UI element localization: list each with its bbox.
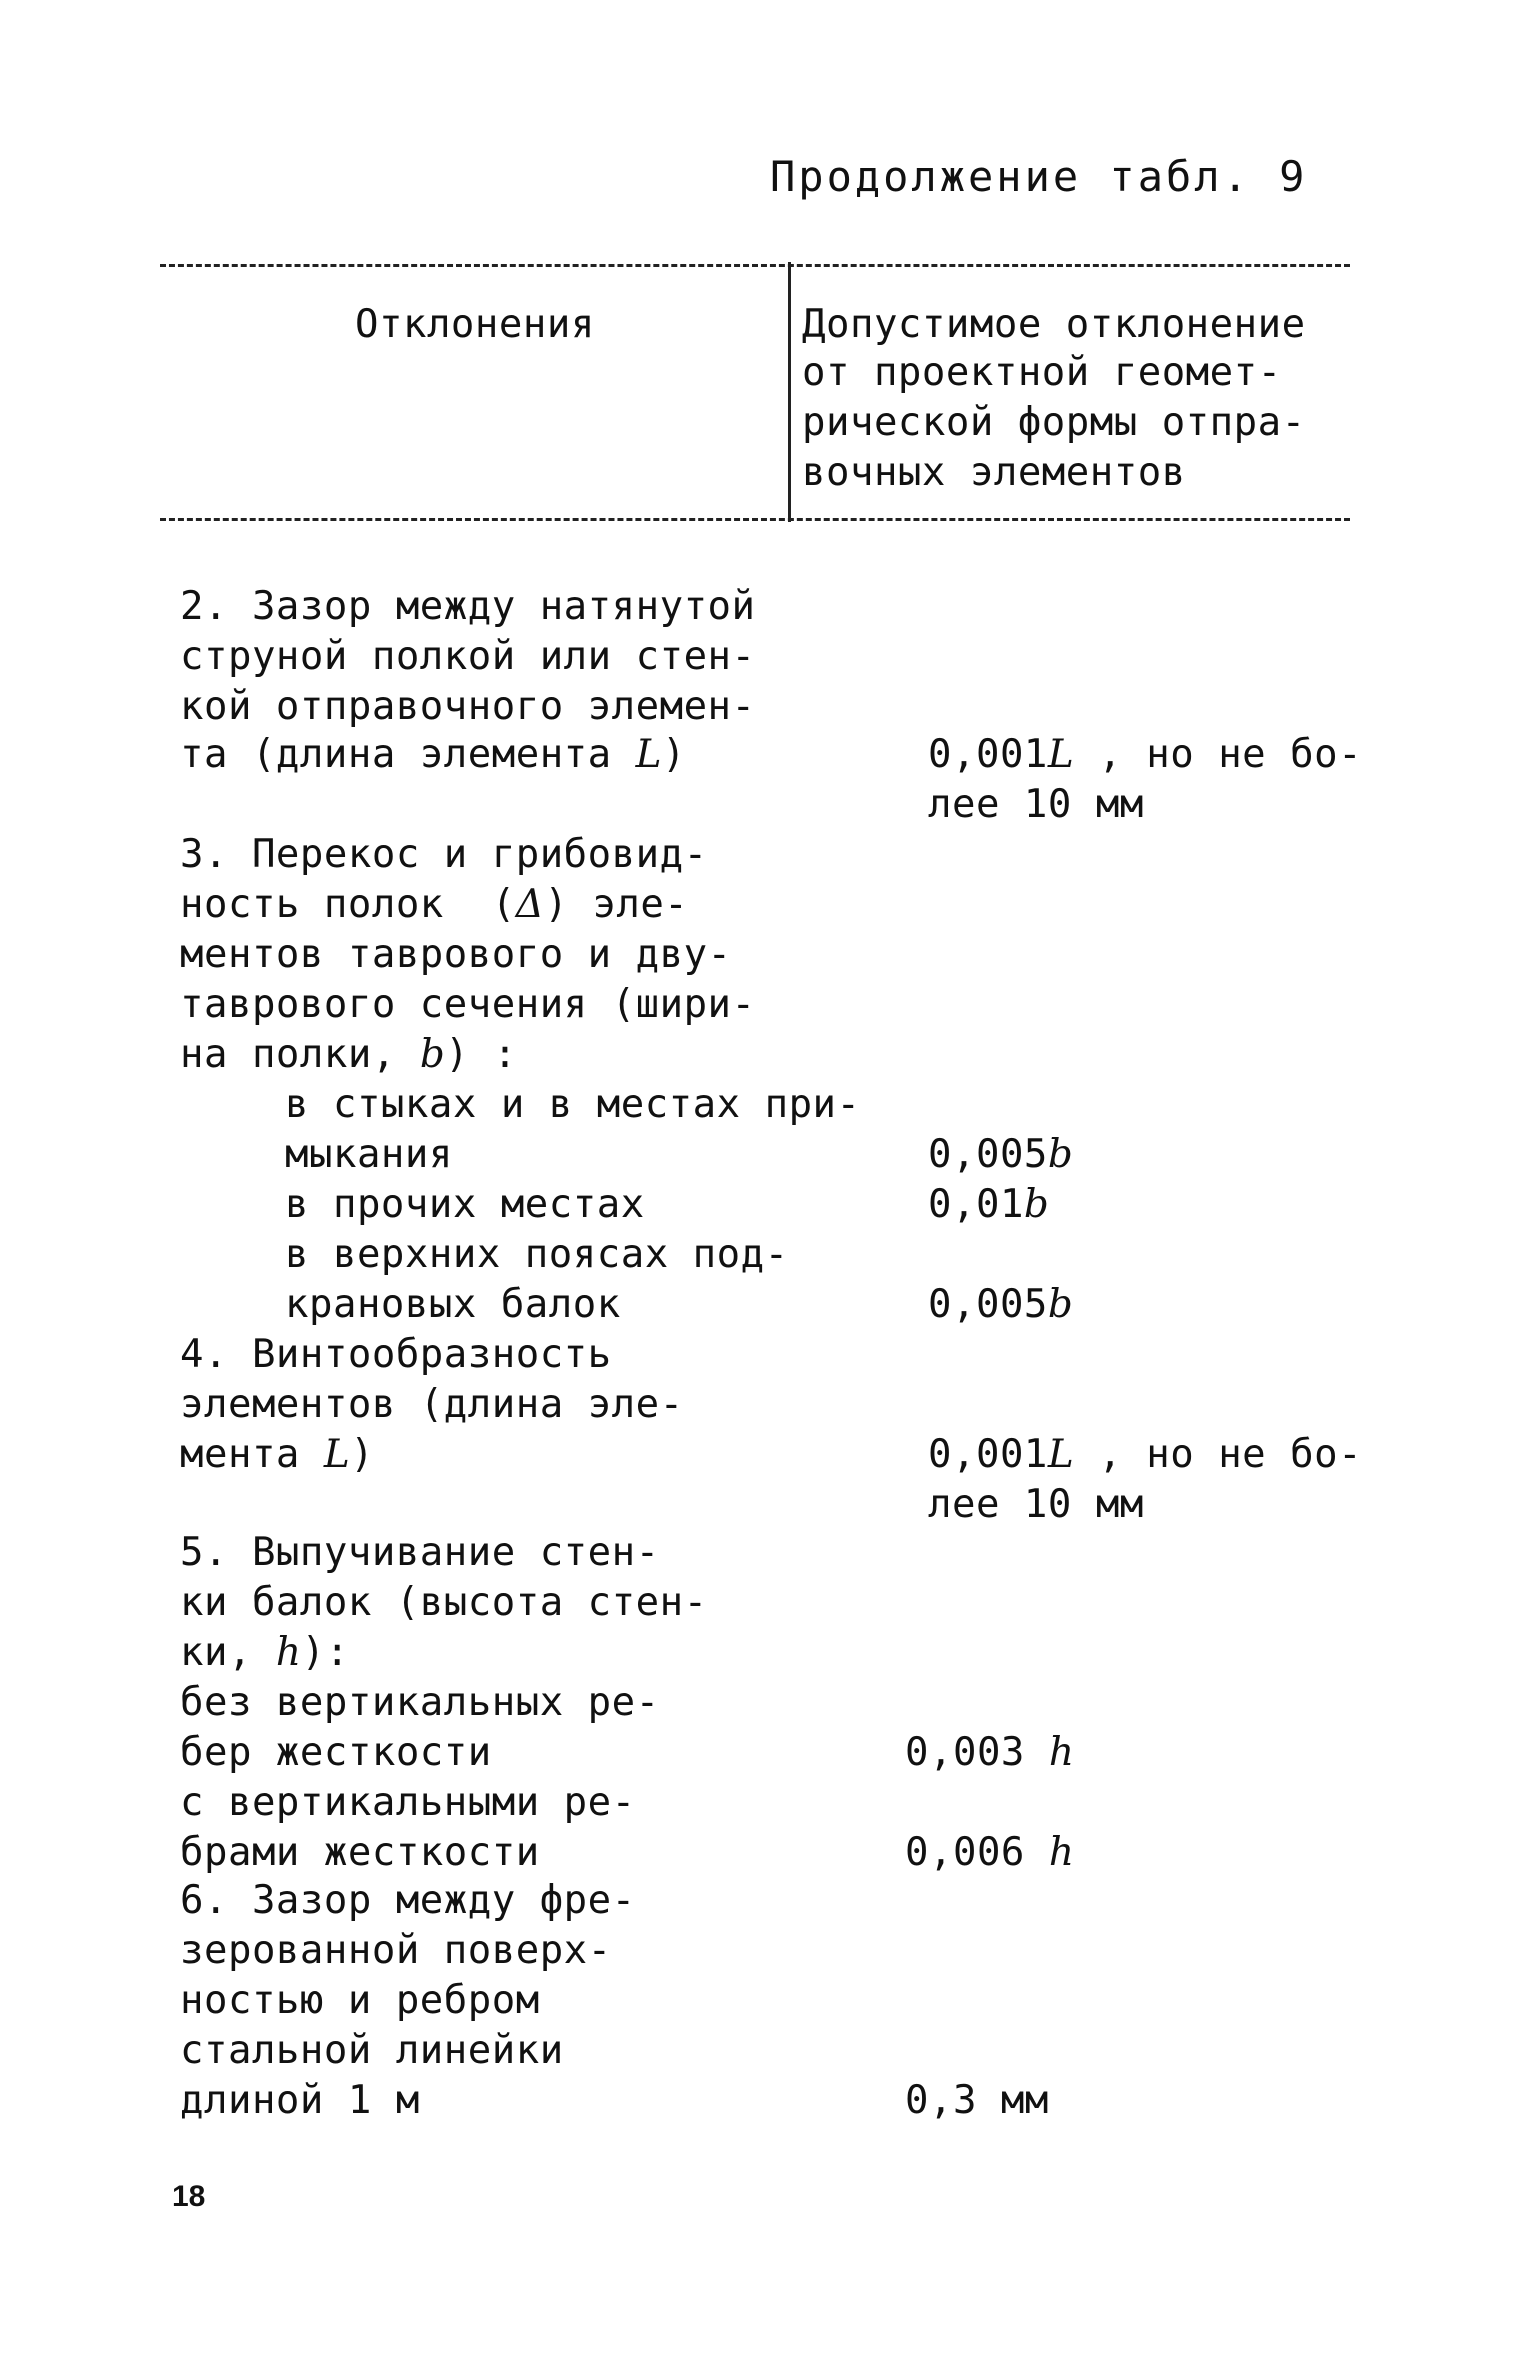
row4-text-line-2: элементов (длина эле- (180, 1382, 684, 1427)
table-caption: Продолжение табл. 9 (770, 152, 1308, 201)
row2-text-line-1: 2. Зазор между натянутой (180, 584, 756, 629)
row3-sub3-line-2: крановых балок (285, 1282, 621, 1327)
page-number: 18 (172, 2180, 206, 2213)
row6-text-line-2: зерованной поверх- (180, 1928, 612, 1973)
row3-sub1-line-2: мыкания (285, 1132, 453, 1177)
row5-var-h: h (275, 1630, 302, 1675)
header-allowed-line-4: вочных элементов (802, 450, 1186, 495)
header-column-divider (788, 262, 791, 522)
row5-sub1-value: 0,003 h (905, 1730, 1075, 1775)
row2-value: 0,001L , но не бо- (928, 732, 1363, 777)
row4-value-line-2: лее 10 мм (928, 1482, 1144, 1527)
row3-sub1-value: 0,005b (928, 1132, 1074, 1177)
row6-value: 0,3 мм (905, 2078, 1049, 2123)
row2-text-line-2: струной полкой или стен- (180, 634, 756, 679)
header-top-rule (160, 264, 1350, 267)
header-bottom-rule (160, 518, 1350, 521)
row3-sub2-value: 0,01b (928, 1182, 1050, 1227)
row6-text-line-5: длиной 1 м (180, 2078, 420, 2123)
row3-text-line-4: таврового сечения (шири- (180, 982, 756, 1027)
row3-text-line-3: ментов таврового и дву- (180, 932, 732, 977)
row5-sub2-value: 0,006 h (905, 1830, 1075, 1875)
row5-sub1-line-2: бер жесткости (180, 1730, 492, 1775)
row3-sub1-line-1: в стыках и в местах при- (285, 1082, 861, 1127)
row2-var-L: L (635, 732, 663, 777)
header-allowed-line-2: от проектной геомет- (802, 350, 1282, 395)
row4-text-line-1: 4. Винтообразность (180, 1332, 612, 1377)
row3-var-b: b (419, 1032, 446, 1077)
row2-text-line-4: та (длина элемента L) (180, 732, 687, 777)
row5-sub2-line-1: с вертикальными ре- (180, 1780, 636, 1825)
row5-sub1-line-1: без вертикальных ре- (180, 1680, 660, 1725)
row5-text-line-3: ки, h): (180, 1630, 350, 1675)
row3-text-line-2: ность полок (Δ) эле- (180, 882, 689, 927)
row3-text-line-1: 3. Перекос и грибовид- (180, 832, 708, 877)
row2-value-line-2: лее 10 мм (928, 782, 1144, 827)
row3-sub2-line-1: в прочих местах (285, 1182, 645, 1227)
row4-text-line-3: мента L) (180, 1432, 375, 1477)
header-allowed-line-3: рической формы отпра- (802, 400, 1306, 445)
row6-text-line-1: 6. Зазор между фре- (180, 1878, 636, 1923)
row3-sub3-line-1: в верхних поясах под- (285, 1232, 789, 1277)
row5-sub2-line-2: брами жесткости (180, 1830, 540, 1875)
header-allowed-line-1: Допустимое отклонение (802, 302, 1306, 347)
row3-text-line-5: на полки, b) : (180, 1032, 518, 1077)
row3-sub3-value: 0,005b (928, 1282, 1074, 1327)
row4-var-L: L (323, 1432, 351, 1477)
header-deviations: Отклонения (355, 302, 595, 347)
row6-text-line-3: ностью и ребром (180, 1978, 540, 2023)
row2-text-line-3: кой отправочного элемен- (180, 684, 756, 729)
row5-text-line-1: 5. Выпучивание стен- (180, 1530, 660, 1575)
row4-value: 0,001L , но не бо- (928, 1432, 1363, 1477)
row3-var-delta: Δ (515, 882, 545, 927)
row6-text-line-4: стальной линейки (180, 2028, 564, 2073)
row5-text-line-2: ки балок (высота стен- (180, 1580, 708, 1625)
